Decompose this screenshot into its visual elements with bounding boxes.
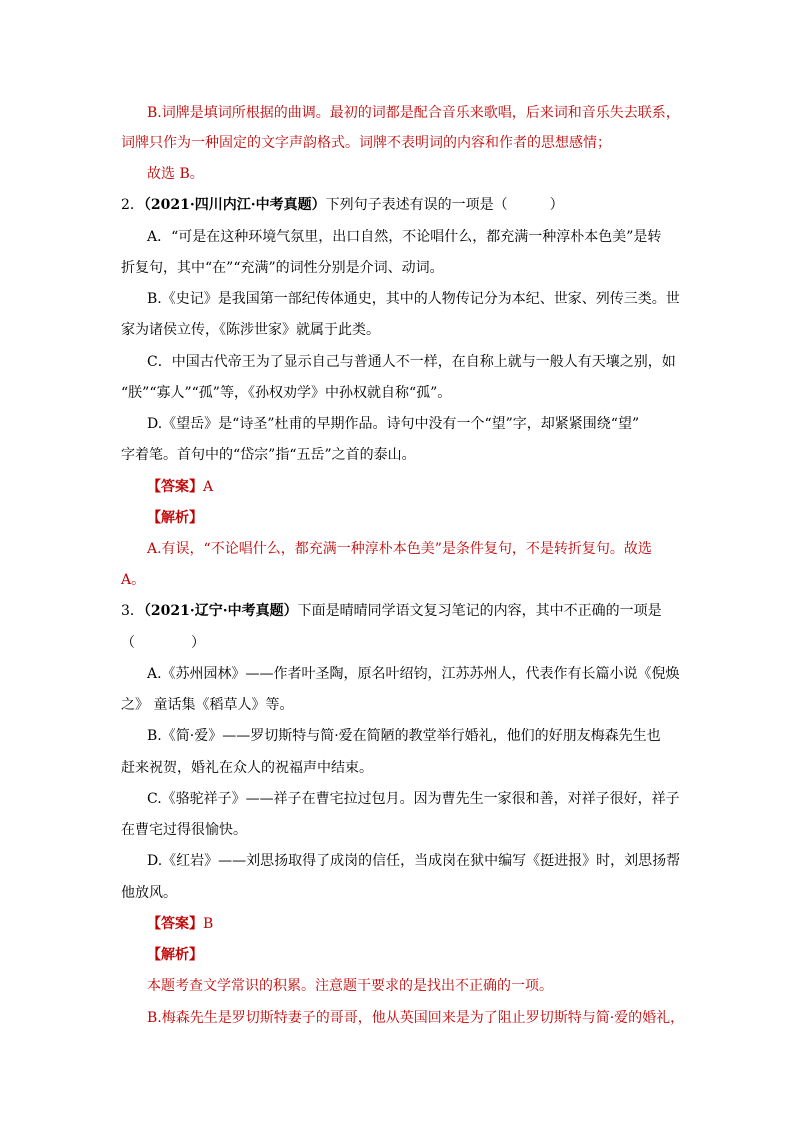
question-text: 下列句子表述有误的一项是（ ） [325, 197, 564, 213]
q2-option-d-line-2: 字着笔。首句中的“岱宗”指“五岳”之首的泰山。 [121, 447, 416, 463]
analysis-conclusion: 故选 B。 [147, 166, 204, 182]
answer-value: A [203, 479, 214, 495]
answer-value: B [203, 916, 214, 932]
q3-analysis-line-1: 本题考查文学常识的积累。注意题干要求的是找出不正确的一项。 [147, 978, 553, 994]
q2-analysis-line-2: A。 [121, 572, 146, 588]
q3-option-b-line-2: 赶来祝贺，婚礼在众人的祝福声中结束。 [121, 760, 373, 776]
q2-option-a-line-1: A．“可是在这种环境气氛里，出口自然，不论唱什么，都充满一种淳朴本色美”是转 [147, 229, 662, 245]
q3-option-c-line-1: C.《骆驼祥子》——祥子在曹宅拉过包月。因为曹先生一家很和善，对祥子很好，祥子 [147, 791, 680, 807]
q2-option-d-line-1: D.《望岳》是“诗圣”杜甫的早期作品。诗句中没有一个“望”字，却紧紧围绕“望” [147, 416, 640, 432]
analysis-tag: 【解析】 [147, 510, 203, 526]
answer-tag: 【答案】 [147, 479, 203, 495]
question-3-stem-line-2: （ ） [121, 635, 205, 651]
q3-analysis-line-2: B.梅森先生是罗切斯特妻子的哥哥，他从英国回来是为了阻止罗切斯特与简·爱的婚礼， [147, 1010, 685, 1026]
q3-option-b-line-1: B.《简·爱》——罗切斯特与简·爱在简陋的教堂举行婚礼，他们的好朋友梅森先生也 [147, 728, 661, 744]
q2-option-b-line-1: B.《史记》是我国第一部纪传体通史，其中的人物传记分为本纪、世家、列传三类。世 [147, 291, 680, 307]
answer-tag: 【答案】 [147, 916, 203, 932]
q3-option-a-line-1: A.《苏州园林》——作者叶圣陶，原名叶绍钧，江苏苏州人，代表作有长篇小说《倪焕 [147, 666, 680, 682]
q2-analysis-tag [147, 508, 203, 528]
q2-option-c-line-1: C．中国古代帝王为了显示自己与普通人不一样，在自称上就与一般人有天壤之别，如 [147, 354, 676, 370]
q3-option-a-line-2: 之》 童话集《稻草人》等。 [121, 697, 294, 713]
q2-answer [147, 477, 213, 497]
q3-answer [147, 914, 213, 934]
analysis-tag: 【解析】 [147, 947, 203, 963]
q2-option-b-line-2: 家为诸侯立传，《陈涉世家》就属于此类。 [121, 322, 380, 338]
q3-option-d-line-2: 他放风。 [121, 885, 177, 901]
q2-option-a-line-2: 折复句，其中“在”“充满”的词性分别是介词、动词。 [121, 260, 444, 276]
analysis-b-line-1: B.词牌是填词所根据的曲调。最初的词都是配合音乐来歌唱，后来词和音乐失去联系， [147, 105, 680, 121]
question-3-stem [121, 601, 662, 621]
question-number: 3． [121, 603, 144, 619]
analysis-b-line-2: 词牌只作为一种固定的文字声韵格式。词牌不表明词的内容和作者的思想感情； [121, 135, 611, 151]
q2-option-c-line-2: “朕”“寡人”“孤”等，《孙权劝学》中孙权就自称“孤”。 [121, 385, 452, 401]
q3-option-c-line-2: 在曹宅过得很愉快。 [121, 822, 247, 838]
question-2-stem [121, 195, 564, 215]
question-number: 2． [121, 197, 144, 213]
question-text: 下面是晴晴同学语文复习笔记的内容，其中不正确的一项是 [297, 603, 662, 619]
q3-analysis-tag [147, 945, 203, 965]
q3-option-d-line-1: D.《红岩》——刘思扬取得了成岗的信任，当成岗在狱中编写《挺进报》时，刘思扬帮 [147, 853, 681, 869]
question-source: （2021·辽宁·中考真题） [143, 603, 298, 619]
q2-analysis-line-1: A.有误，“不论唱什么，都充满一种淳朴本色美”是条件复句，不是转折复句。故选 [147, 541, 652, 557]
question-source: （2021·四川内江·中考真题） [143, 197, 326, 213]
